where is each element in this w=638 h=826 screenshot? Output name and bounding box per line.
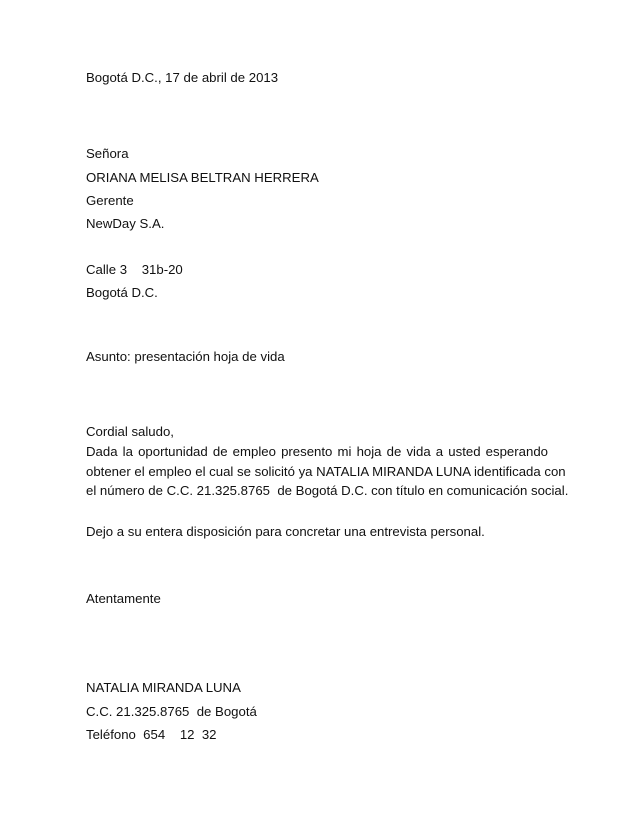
body-paragraph-1-line-2: obtener el empleo el cual se solicitó ya NATALIA MIRANDA LUNA identificada con — [86, 463, 566, 479]
body-paragraph-1-line-1: Dada la oportunidad de empleo presento mi hoja de vida a usted esperando — [86, 444, 548, 459]
closing: Atentamente — [86, 591, 161, 606]
recipient-position: Gerente — [86, 193, 134, 208]
sender-id-line: C.C. 21.325.8765 de Bogotá — [86, 704, 257, 719]
sender-name: NATALIA MIRANDA LUNA — [86, 680, 241, 695]
subject-line: Asunto: presentación hoja de vida — [86, 349, 285, 364]
body-paragraph-1 — [86, 442, 569, 501]
recipient-address-street: Calle 3 31b-20 — [86, 262, 183, 277]
recipient-address-city: Bogotá D.C. — [86, 285, 158, 300]
date-line: Bogotá D.C., 17 de abril de 2013 — [86, 70, 279, 85]
greeting: Cordial saludo, — [86, 424, 174, 439]
recipient-salutation-title: Señora — [86, 146, 129, 161]
recipient-company: NewDay S.A. — [86, 216, 165, 231]
body-paragraph-2: Dejo a su entera disposición para concretar una entrevista personal. — [86, 524, 485, 539]
recipient-name: ORIANA MELISA BELTRAN HERRERA — [86, 170, 319, 185]
body-paragraph-1-line-3: el número de C.C. 21.325.8765 de Bogotá D.C. con título en comunicación social. — [86, 483, 569, 498]
sender-phone-line: Teléfono 654 12 32 — [86, 727, 217, 742]
